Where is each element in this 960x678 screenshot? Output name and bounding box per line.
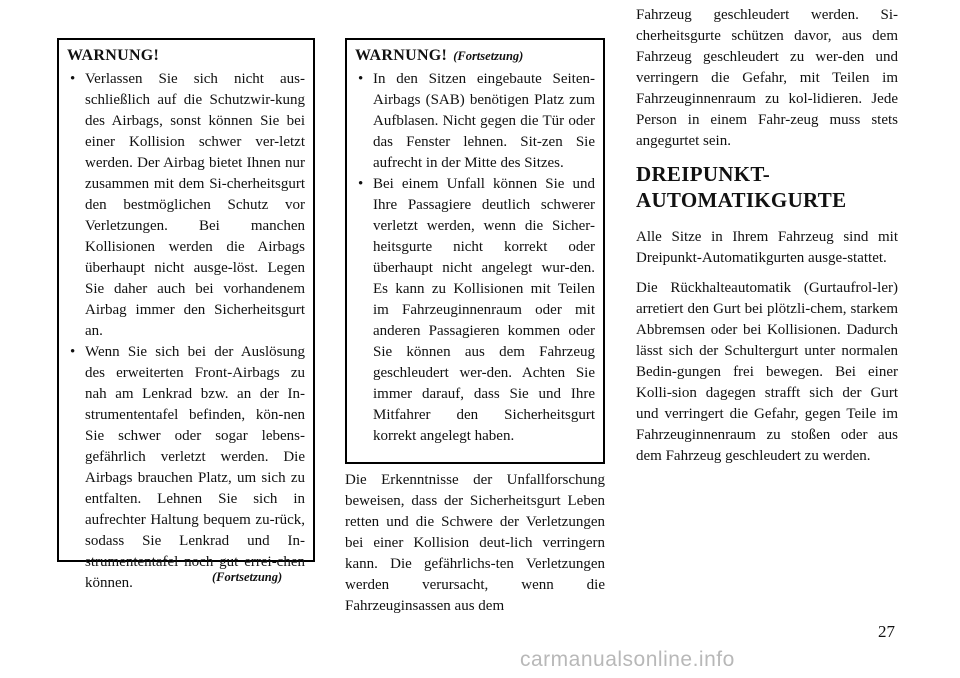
body-paragraph: Fahrzeug geschleudert werden. Si-cherheitsgurte schützen davor, aus dem Fahrzeug geschleudert zu wer-den und verringern die Gefahr, mit Teilen im Fahrzeuginnenraum zu kol-lidieren. Jede Person in einem Fahr-zeug muss stets angegurtet sein. bbox=[636, 7, 898, 149]
warning-box-2 bbox=[345, 38, 605, 464]
section-heading-line-1: DREIPUNKT- bbox=[636, 162, 771, 186]
bullet-icon: • bbox=[358, 176, 364, 192]
warning-title: WARNUNG! bbox=[67, 47, 160, 64]
warning-item-text: Bei einem Unfall können Sie und Ihre Passagiere deutlich schwerer verletzt werden, wenn die Sicher-heitsgurte nicht korrekt oder überhaupt nicht angelegt wur-den. Es kann zu Kollisionen mit Teilen im Fahrzeuginnenraum oder mit anderen Passagieren kommen oder Sie können aus dem Fahrzeug geschleudert wer-den. Achten Sie immer darauf, dass Sie und Ihre Mitfahrer den Sicherheitsgurt korrekt angelegt haben. bbox=[373, 176, 595, 444]
body-paragraph: Die Erkenntnisse der Unfallforschung beweisen, dass der Sicherheitsgurt Leben retten und die Schwere der Verletzungen bei einer Kollision deut-lich verringern kann. Die gefährlichs-ten Verletzungen werden verursacht, wenn die Fahrzeuginsassen aus dem bbox=[345, 472, 605, 614]
body-paragraph: Die Rückhalteautomatik (Gurtaufrol-ler) arretiert den Gurt bei plötzli-chem, starkem Abbremsen oder bei Kollisionen. Dadurch lässt sich der Schultergurt unter normalen Bedin-gungen frei bewegen. Bei einer Kolli-sion dagegen strafft sich der Gurt und verringert die Gefahr, gegen Teile im Fahrzeuginnenraum zu stoßen oder aus dem Fahrzeug geschleudert zu werden. bbox=[636, 280, 898, 464]
continued-label: (Fortsetzung) bbox=[212, 570, 283, 584]
warning-title bbox=[355, 46, 595, 66]
section-heading bbox=[636, 161, 898, 213]
bullet-icon: • bbox=[70, 71, 76, 87]
warning-item-text: Verlassen Sie sich nicht aus-schließlich auf die Schutzwir-kung des Airbags, sonst können Sie bei einer Kollision schwer ver-letzt werden. Der Airbag bietet Ihnen nur zusammen mit dem Si-cherheitsgurt den bestmöglichen Schutz vor Verletzungen. Bei manchen Kollisionen werden die Airbags überhaupt nicht ausge-löst. Legen Sie daher auch bei vorhandenem Airbag immer den Sicherheitsgurt an. bbox=[85, 71, 305, 339]
warning-list bbox=[355, 69, 595, 447]
bullet-icon: • bbox=[70, 344, 76, 360]
body-column-3 bbox=[636, 5, 898, 476]
warning-title-text: WARNUNG! bbox=[355, 47, 448, 64]
warning-item-text: Wenn Sie sich bei der Auslösung des erweiterten Front-Airbags zu nah am Lenkrad bzw. an der In-strumententafel befinden, kön-nen Sie schwer oder sogar lebens-gefährlich verletzt werden. Die Airbags brauchen Platz, um sich zu entfalten. Lehnen Sie sich in aufrechter Haltung bequem zu-rück, sodass Sie Lenkrad und In-strumententafel noch gut errei-chen können. bbox=[85, 344, 305, 591]
warning-item bbox=[67, 342, 305, 594]
section-heading-line-2: AUTOMATIKGURTE bbox=[636, 188, 847, 212]
body-column-2 bbox=[345, 470, 605, 626]
warning-item bbox=[355, 69, 595, 174]
bullet-icon: • bbox=[358, 71, 364, 87]
page-number: 27 bbox=[878, 622, 895, 641]
watermark-link[interactable]: carmanualsonline.info bbox=[520, 648, 735, 671]
warning-title-continued: (Fortsetzung) bbox=[453, 49, 524, 63]
warning-item bbox=[67, 69, 305, 342]
warning-item-text: In den Sitzen eingebaute Seiten-Airbags (SAB) benötigen Platz zum Aufblasen. Nicht gegen die Tür oder das Fenster lehnen. Sit-zen Sie aufrecht in der Mitte des Sitzes. bbox=[373, 71, 595, 171]
warning-item bbox=[355, 174, 595, 447]
body-paragraph: Alle Sitze in Ihrem Fahrzeug sind mit Dreipunkt-Automatikgurten ausge-stattet. bbox=[636, 229, 898, 266]
warning-list bbox=[67, 69, 305, 594]
